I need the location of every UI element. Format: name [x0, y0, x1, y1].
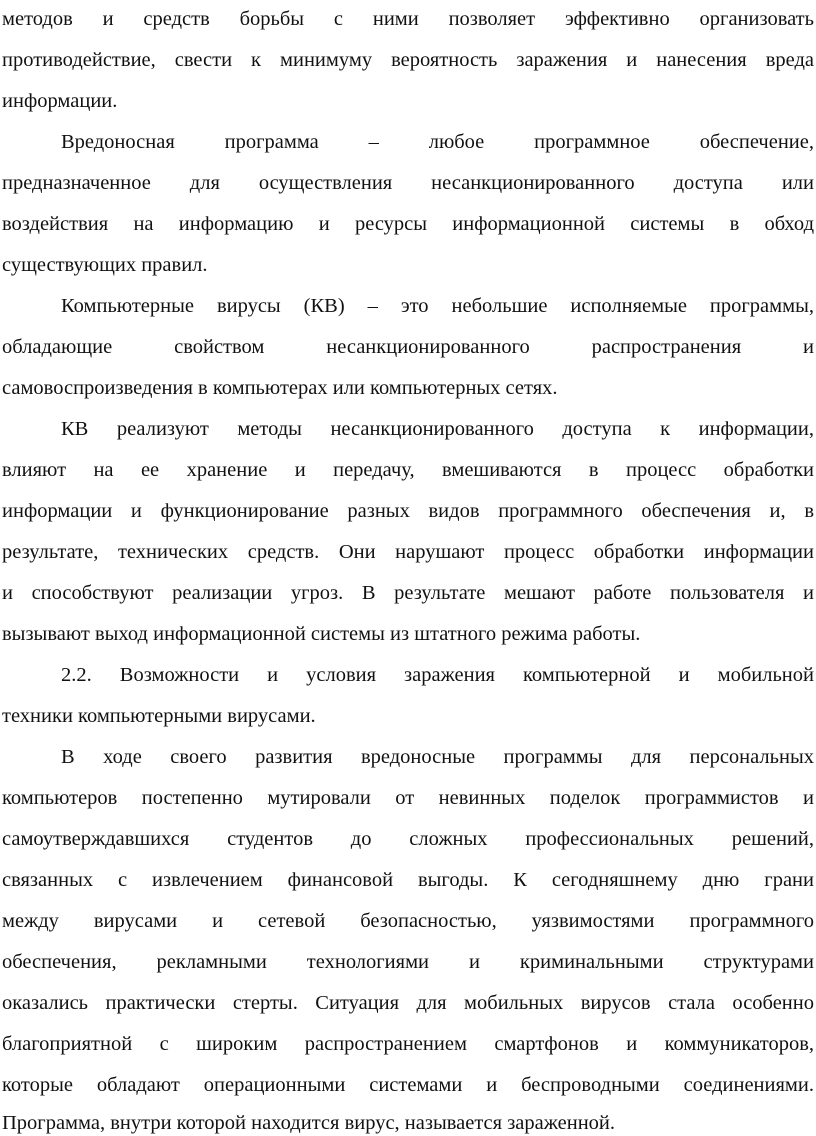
text-line-28: Программа, внутри которой находится вирус, называется зараженной.	[2, 1112, 616, 1134]
text-line-23: между вирусами и сетевой безопасностью, уязвимостями программного	[2, 910, 814, 932]
text-line-8: Компьютерные вирусы (КВ) – это небольшие исполняемые программы,	[61, 295, 814, 317]
text-line-24: обеспечения, рекламными технологиями и криминальными структурами	[2, 951, 814, 973]
text-line-5: предназначенное для осуществления несанкционированного доступа или	[2, 172, 814, 194]
text-line-26: благоприятной с широким распространением смартфонов и коммуникаторов,	[2, 1033, 814, 1055]
text-line-10: самовоспроизведения в компьютерах или компьютерных сетях.	[2, 377, 558, 399]
text-line-21: самоутверждавшихся студентов до сложных профессиональных решений,	[2, 828, 814, 850]
text-line-4: Вредоносная программа – любое программное обеспечение,	[61, 131, 814, 153]
text-line-3: информации.	[2, 90, 118, 112]
text-line-13: информации и функционирование разных видов программного обеспечения и, в	[2, 500, 814, 522]
text-line-20: компьютеров постепенно мутировали от невинных поделок программистов и	[2, 787, 814, 809]
text-line-2: противодействие, свести к минимуму вероятность заражения и нанесения вреда	[2, 49, 814, 71]
text-line-22: связанных с извлечением финансовой выгоды. К сегодняшнему дню грани	[2, 869, 814, 891]
text-line-7: существующих правил.	[2, 254, 208, 276]
text-line-14: результате, технических средств. Они нарушают процесс обработки информации	[2, 541, 814, 563]
text-line-11: КВ реализуют методы несанкционированного доступа к информации,	[61, 418, 814, 440]
text-line-12: влияют на ее хранение и передачу, вмешиваются в процесс обработки	[2, 459, 814, 481]
text-line-19: В ходе своего развития вредоносные программы для персональных	[61, 746, 814, 768]
text-line-16: вызывают выход информационной системы из штатного режима работы.	[2, 623, 641, 645]
text-line-15: и способствуют реализации угроз. В результате мешают работе пользователя и	[2, 582, 814, 604]
section-heading-line-2: техники компьютерными вирусами.	[2, 705, 316, 727]
text-line-6: воздействия на информацию и ресурсы информационной системы в обход	[2, 213, 814, 235]
text-line-25: оказались практически стерты. Ситуация для мобильных вирусов стала особенно	[2, 992, 814, 1014]
text-line-27: которые обладают операционными системами и беспроводными соединениями.	[2, 1074, 814, 1096]
section-heading-line-1: 2.2. Возможности и условия заражения компьютерной и мобильной	[61, 664, 814, 686]
text-line-1: методов и средств борьбы с ними позволяет эффективно организовать	[2, 8, 814, 30]
text-line-9: обладающие свойством несанкционированного распространения и	[2, 336, 814, 358]
